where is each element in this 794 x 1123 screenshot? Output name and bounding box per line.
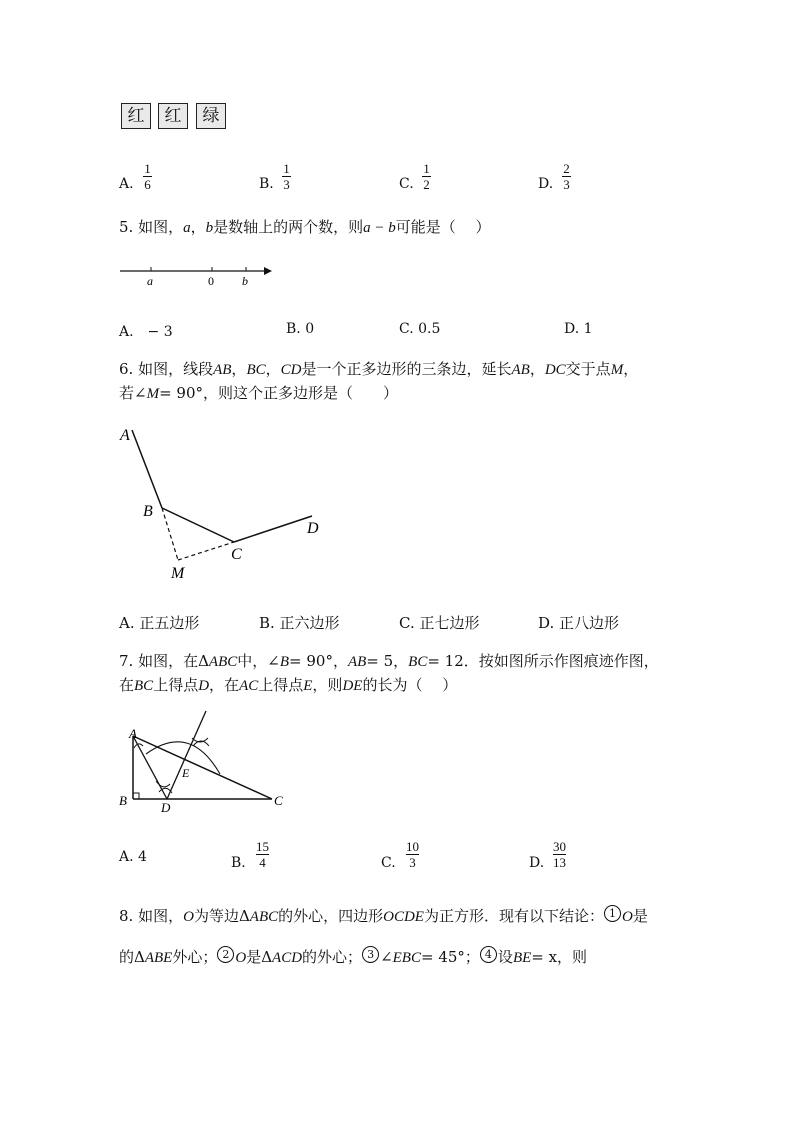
q6-text: ， xyxy=(529,360,545,378)
q6-option-c: C. 正七边形 xyxy=(399,614,480,632)
label-m: M xyxy=(171,565,185,582)
label-e: E xyxy=(182,766,190,780)
q4-option-b-letter: B. xyxy=(259,176,274,192)
q4-option-d-letter: D. xyxy=(538,176,554,192)
var-a: a xyxy=(183,220,191,236)
q6-text: = 90°，则这个正多边形是（ ） xyxy=(159,384,399,402)
construction-figure xyxy=(110,708,300,818)
q7-text: 中，∠ xyxy=(237,652,280,670)
point-e: E xyxy=(303,678,313,694)
label-c: C xyxy=(231,546,242,563)
q4-option-a-letter: A. xyxy=(119,176,134,192)
q8-text: 外心； xyxy=(172,948,218,966)
q7-option-b-letter: B. xyxy=(231,855,246,871)
q8-text: 的外心； xyxy=(302,948,363,966)
label-b: B xyxy=(143,503,153,520)
q8-text: 为等边Δ xyxy=(193,907,250,925)
circled-number-3: 3 xyxy=(362,946,379,963)
q6-text: ， xyxy=(265,360,281,378)
q7-option-b-fraction xyxy=(256,840,269,869)
q7-text: = 5， xyxy=(366,652,409,670)
q7-text: ，在 xyxy=(209,676,240,694)
q5-text: 可能是（ ） xyxy=(395,218,491,236)
q6-text: 若∠ xyxy=(119,384,147,402)
point-m: M xyxy=(146,386,160,402)
edge-cd xyxy=(234,516,312,542)
q8-text: 的外心，四边形 xyxy=(278,907,384,925)
q6-text: 6. 如图，线段 xyxy=(119,360,214,378)
q5-option-a: A. − 3 xyxy=(119,324,173,340)
q6-stem-line-1 xyxy=(119,358,638,379)
denominator: 4 xyxy=(259,855,266,870)
label-c: C xyxy=(274,793,283,808)
q6-stem-line-2 xyxy=(119,382,398,403)
q5-option-c: C. 0.5 xyxy=(399,321,441,337)
denominator: 3 xyxy=(283,177,290,192)
numerator: 10 xyxy=(406,839,419,854)
angle-ebc: EBC xyxy=(392,950,421,966)
q6-text: 是一个正多边形的三条边，延长 xyxy=(301,360,512,378)
angle-b: B xyxy=(279,654,290,670)
segment-dc: DC xyxy=(544,362,566,378)
q7-text: = 90°， xyxy=(289,652,348,670)
q7-text: ，则 xyxy=(312,676,343,694)
extension-cm xyxy=(178,542,234,560)
point-o: O xyxy=(622,909,633,925)
q8-stem-line-1 xyxy=(119,905,648,926)
label-zero: 0 xyxy=(208,274,214,288)
point-o: O xyxy=(183,909,194,925)
q6-option-b: B. 正六边形 xyxy=(259,614,340,632)
edge-ab xyxy=(132,430,162,508)
q8-text: 是 xyxy=(632,907,648,925)
numerator: 1 xyxy=(423,161,430,176)
q7-text: = 12．按如图所示作图痕迹作图， xyxy=(427,652,659,670)
q7-stem-line-2 xyxy=(119,674,457,695)
q6-option-d: D. 正八边形 xyxy=(538,614,620,632)
number-line-figure xyxy=(120,262,280,292)
box-green: 绿 xyxy=(196,103,226,129)
expression: a − b xyxy=(363,220,396,236)
segment-be: BE xyxy=(512,950,532,966)
q7-text: 上得点 xyxy=(153,676,199,694)
q8-text: 是Δ xyxy=(246,948,273,966)
q5-option-b: B. 0 xyxy=(286,321,315,337)
value: 4 xyxy=(138,849,147,865)
q7-text: 上得点 xyxy=(258,676,304,694)
denominator: 3 xyxy=(563,177,570,192)
perpendicular-bisector xyxy=(167,711,206,799)
q5-text: 是数轴上的两个数，则 xyxy=(213,218,364,236)
triangle-abc: ABC xyxy=(208,654,238,670)
segment-ab: AB xyxy=(347,654,367,670)
segment-de: DE xyxy=(342,678,363,694)
q6-option-a: A. 正五边形 xyxy=(119,614,200,632)
segment-bc: BC xyxy=(408,654,428,670)
q6-text: 交于点 xyxy=(565,360,611,378)
q7-option-c-fraction xyxy=(406,840,419,869)
square-ocde: OCDE xyxy=(383,909,424,925)
numerator: 30 xyxy=(553,839,566,854)
q5-text: ， xyxy=(190,218,206,236)
circled-number-1: 1 xyxy=(604,905,621,922)
letter: A. xyxy=(119,849,134,865)
label-a: a xyxy=(147,274,153,288)
q4-option-a-fraction xyxy=(143,162,152,191)
q7-option-d-fraction xyxy=(553,840,566,869)
q8-text: = 45°； xyxy=(420,948,480,966)
q7-stem-line-1 xyxy=(119,650,659,671)
q4-option-c-fraction xyxy=(422,162,431,191)
circled-number-2: 2 xyxy=(217,946,234,963)
q7-text: 的长为（ ） xyxy=(362,676,458,694)
box-red-1: 红 xyxy=(121,103,151,129)
q5-text: 5. 如图， xyxy=(119,218,184,236)
box-red-2: 红 xyxy=(158,103,188,129)
segment-ab: AB xyxy=(511,362,530,378)
q4-option-b-fraction xyxy=(282,162,291,191)
q5-stem xyxy=(119,216,491,237)
segment-bc: BC xyxy=(134,678,154,694)
point-m: M xyxy=(610,362,624,378)
label-a: A xyxy=(120,427,130,444)
denominator: 3 xyxy=(409,855,416,870)
arrow-icon xyxy=(264,267,272,275)
q4-option-c-letter: C. xyxy=(399,176,414,192)
label-d: D xyxy=(161,800,171,815)
triangle-abc: ABC xyxy=(249,909,279,925)
q8-text: 的Δ xyxy=(119,948,145,966)
side-ac xyxy=(133,736,272,799)
q7-option-c-letter: C. xyxy=(381,855,396,871)
numerator: 1 xyxy=(283,161,290,176)
q8-text: = x，则 xyxy=(531,948,588,966)
q6-text: ， xyxy=(231,360,247,378)
q5-option-d: D. 1 xyxy=(564,321,593,337)
q8-text: 为正方形．现有以下结论： xyxy=(423,907,604,925)
edge-bc xyxy=(162,508,234,542)
q4-option-d-fraction xyxy=(562,162,571,191)
q7-option-a xyxy=(119,849,147,865)
extension-bm xyxy=(162,508,178,560)
q7-text: 在 xyxy=(119,676,135,694)
denominator: 2 xyxy=(423,177,430,192)
triangle-acd: ACD xyxy=(272,950,303,966)
numerator: 15 xyxy=(256,839,269,854)
numerator: 1 xyxy=(144,161,151,176)
label-b: b xyxy=(242,274,248,288)
q8-text: 8. 如图， xyxy=(119,907,184,925)
label-a: A xyxy=(129,726,137,741)
var-b: b xyxy=(205,220,214,236)
segment-bc: BC xyxy=(246,362,266,378)
q8-text: 设 xyxy=(497,948,513,966)
triangle-abe: ABE xyxy=(144,950,173,966)
right-angle-mark xyxy=(133,793,139,799)
segment-cd: CD xyxy=(280,362,302,378)
q8-text: ∠ xyxy=(380,948,393,966)
q6-text: ， xyxy=(623,360,639,378)
label-d: D xyxy=(307,520,319,537)
point-o: O xyxy=(235,950,247,966)
q7-option-d-letter: D. xyxy=(529,855,545,871)
circled-number-4: 4 xyxy=(480,946,497,963)
denominator: 6 xyxy=(144,177,151,192)
segment-ab: AB xyxy=(213,362,232,378)
denominator: 13 xyxy=(553,855,566,870)
numerator: 2 xyxy=(563,161,570,176)
segment-ac: AC xyxy=(239,678,259,694)
q7-text: 7. 如图，在Δ xyxy=(119,652,209,670)
point-d: D xyxy=(198,678,210,694)
label-b: B xyxy=(119,793,127,808)
polygon-edges-figure xyxy=(110,420,350,590)
q8-stem-line-2 xyxy=(119,946,587,967)
